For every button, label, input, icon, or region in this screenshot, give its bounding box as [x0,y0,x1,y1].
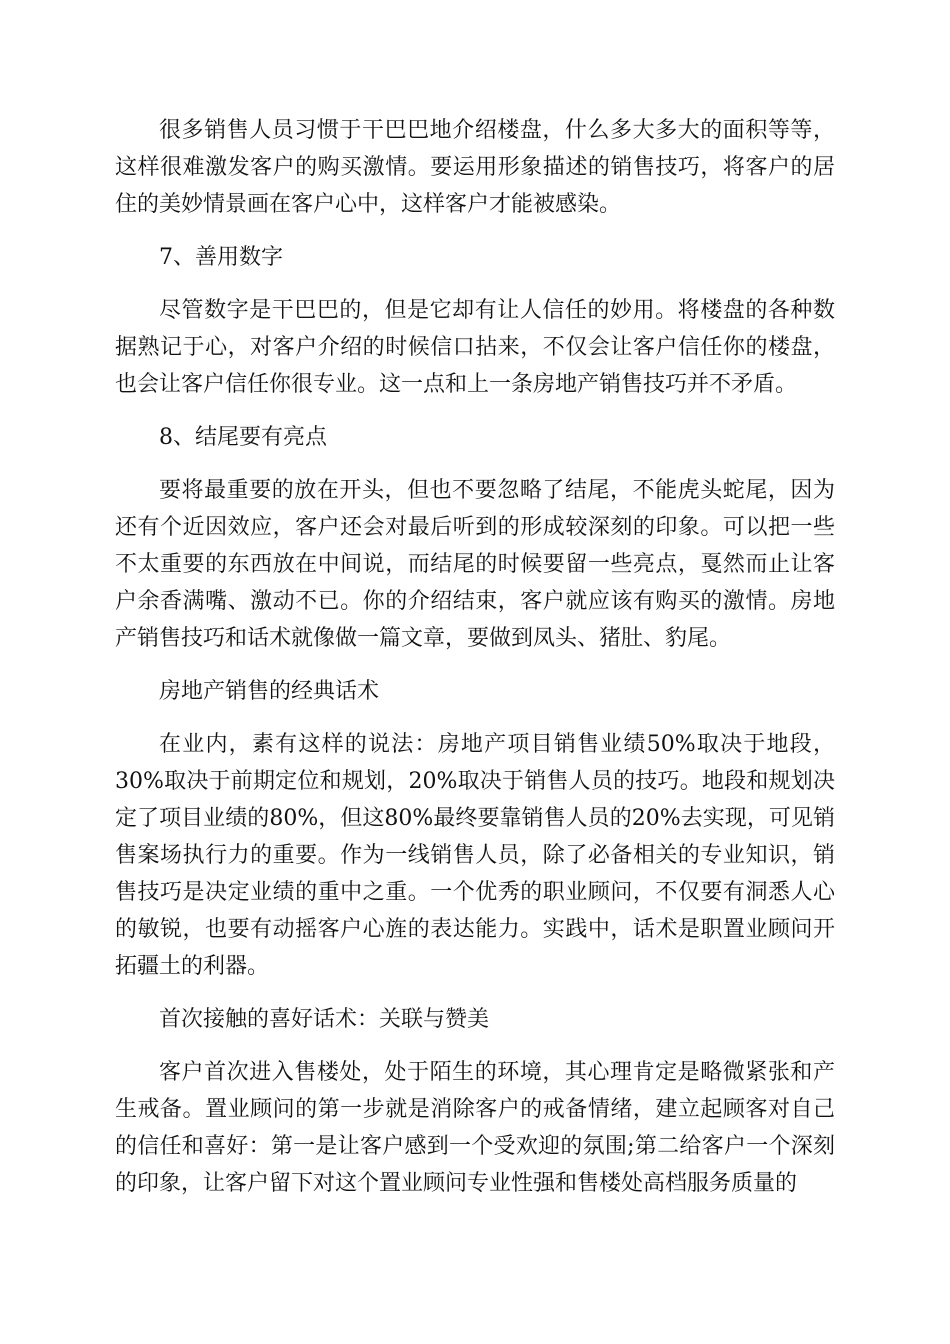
document-body [115,112,835,1218]
paragraph-classic-scripts: 在业内，素有这样的说法：房地产项目销售业绩50%取决于地段，30%取决于前期定位和规划，20%取决于销售人员的技巧。地段和规划决定了项目业绩的80%，但这80%最终要靠销售人员的20%去实现，可见销售案场执行力的重要。作为一线销售人员，除了必备相关的专业知识，销售技巧是决定业绩的重中之重。一个优秀的职业顾问，不仅要有洞悉人心的敏锐，也要有动摇客户心旌的表达能力。实践中，话术是职置业顾问开拓疆土的利器。 [115,732,835,979]
heading-first-contact: 首次接触的喜好话术：关联与赞美 [159,1007,490,1032]
paragraph-first-contact: 客户首次进入售楼处，处于陌生的环境，其心理肯定是略微紧张和产生戒备。置业顾问的第一步就是消除客户的戒备情绪，建立起顾客对自己的信任和喜好：第一是让客户感到一个受欢迎的氛围;第二给客户一个深刻的印象，让客户留下对这个置业顾问专业性强和售楼处高档服务质量的 [115,1060,835,1196]
paragraph-image-description: 很多销售人员习惯于干巴巴地介绍楼盘，什么多大多大的面积等等，这样很难激发客户的购买激情。要运用形象描述的销售技巧，将客户的居住的美妙情景画在客户心中，这样客户才能被感染。 [115,118,835,217]
heading-ending-highlight: 8、结尾要有亮点 [159,425,327,450]
heading-classic-scripts: 房地产销售的经典话术 [159,679,380,704]
paragraph-use-numbers: 尽管数字是干巴巴的，但是它却有让人信任的妙用。将楼盘的各种数据熟记于心，对客户介绍的时候信口拈来，不仅会让客户信任你的楼盘，也会让客户信任你很专业。这一点和上一条房地产销售技巧并不矛盾。 [115,298,835,397]
heading-use-numbers: 7、善用数字 [159,245,283,270]
paragraph-ending-highlight: 要将最重要的放在开头，但也不要忽略了结尾，不能虎头蛇尾，因为还有个近因效应，客户还会对最后听到的形成较深刻的印象。可以把一些不太重要的东西放在中间说，而结尾的时候要留一些亮点，戛然而止让客户余香满嘴、激动不已。你的介绍结束，客户就应该有购买的激情。房地产销售技巧和话术就像做一篇文章，要做到凤头、猪肚、豹尾。 [115,478,835,651]
